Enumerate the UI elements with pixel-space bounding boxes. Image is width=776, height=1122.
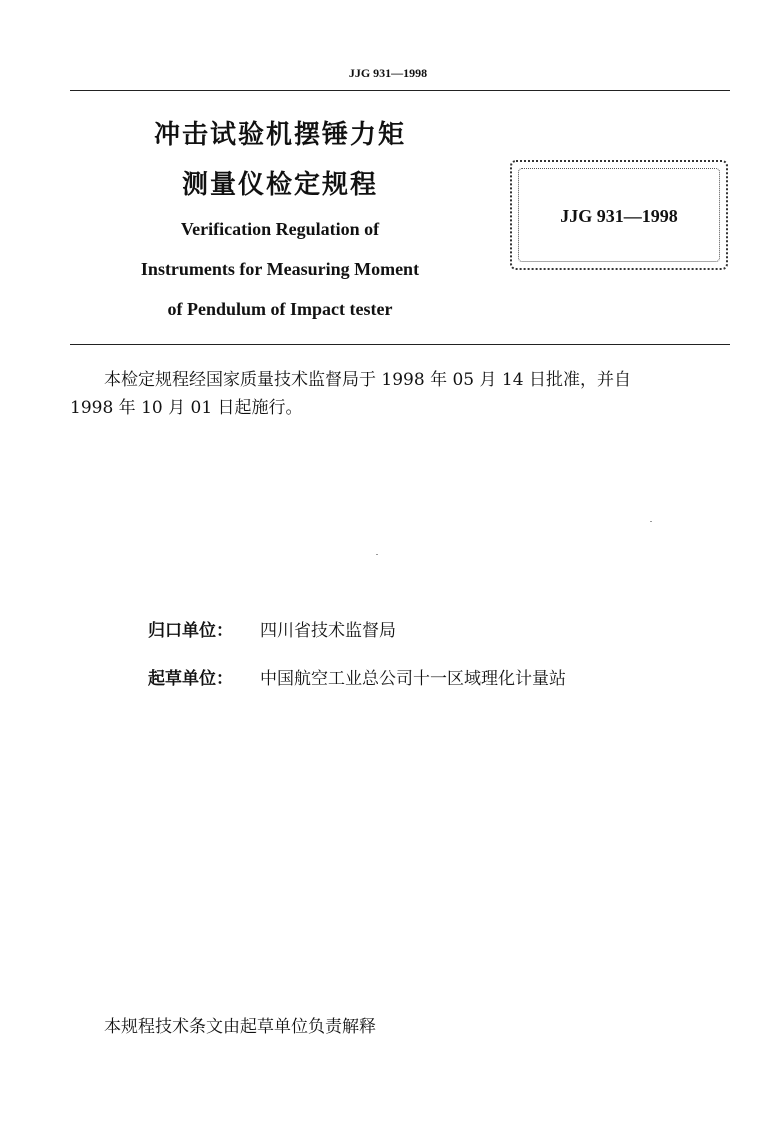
scan-speck	[650, 521, 652, 522]
responsible-unit-label: 归口单位：	[148, 621, 233, 641]
drafting-unit-value: 中国航空工业总公司十一区域理化计量站	[260, 669, 566, 689]
title-en-line-3: of Pendulum of Impact tester	[167, 299, 393, 319]
interpretation-note: 本规程技术条文由起草单位负责解释	[104, 1017, 376, 1037]
scan-speck	[376, 554, 378, 555]
approval-line-2: 1998 年 10 月 01 日起施行。	[70, 398, 303, 418]
title-cn-line-1: 冲击试验机摆锤力矩	[153, 120, 406, 150]
code-frame	[510, 160, 728, 270]
title-cn-line-2: 测量仪检定规程	[181, 170, 378, 200]
approval-line-1: 本检定规程经国家质量技术监督局于 1998 年 05 月 14 日批准，并自	[104, 370, 631, 390]
approval-statement	[70, 366, 730, 422]
document-code-header: JJG 931—1998	[348, 66, 428, 80]
responsible-unit-value: 四川省技术监督局	[260, 621, 396, 641]
title-en-line-1: Verification Regulation of	[180, 219, 380, 239]
middle-divider	[70, 344, 730, 345]
drafting-unit-field	[148, 664, 566, 689]
code-frame-text: JJG 931—1998	[560, 206, 678, 226]
top-divider	[70, 90, 730, 91]
title-en-line-2: Instruments for Measuring Moment	[140, 259, 420, 279]
responsible-unit-field	[148, 616, 396, 641]
drafting-unit-label: 起草单位：	[148, 669, 233, 689]
